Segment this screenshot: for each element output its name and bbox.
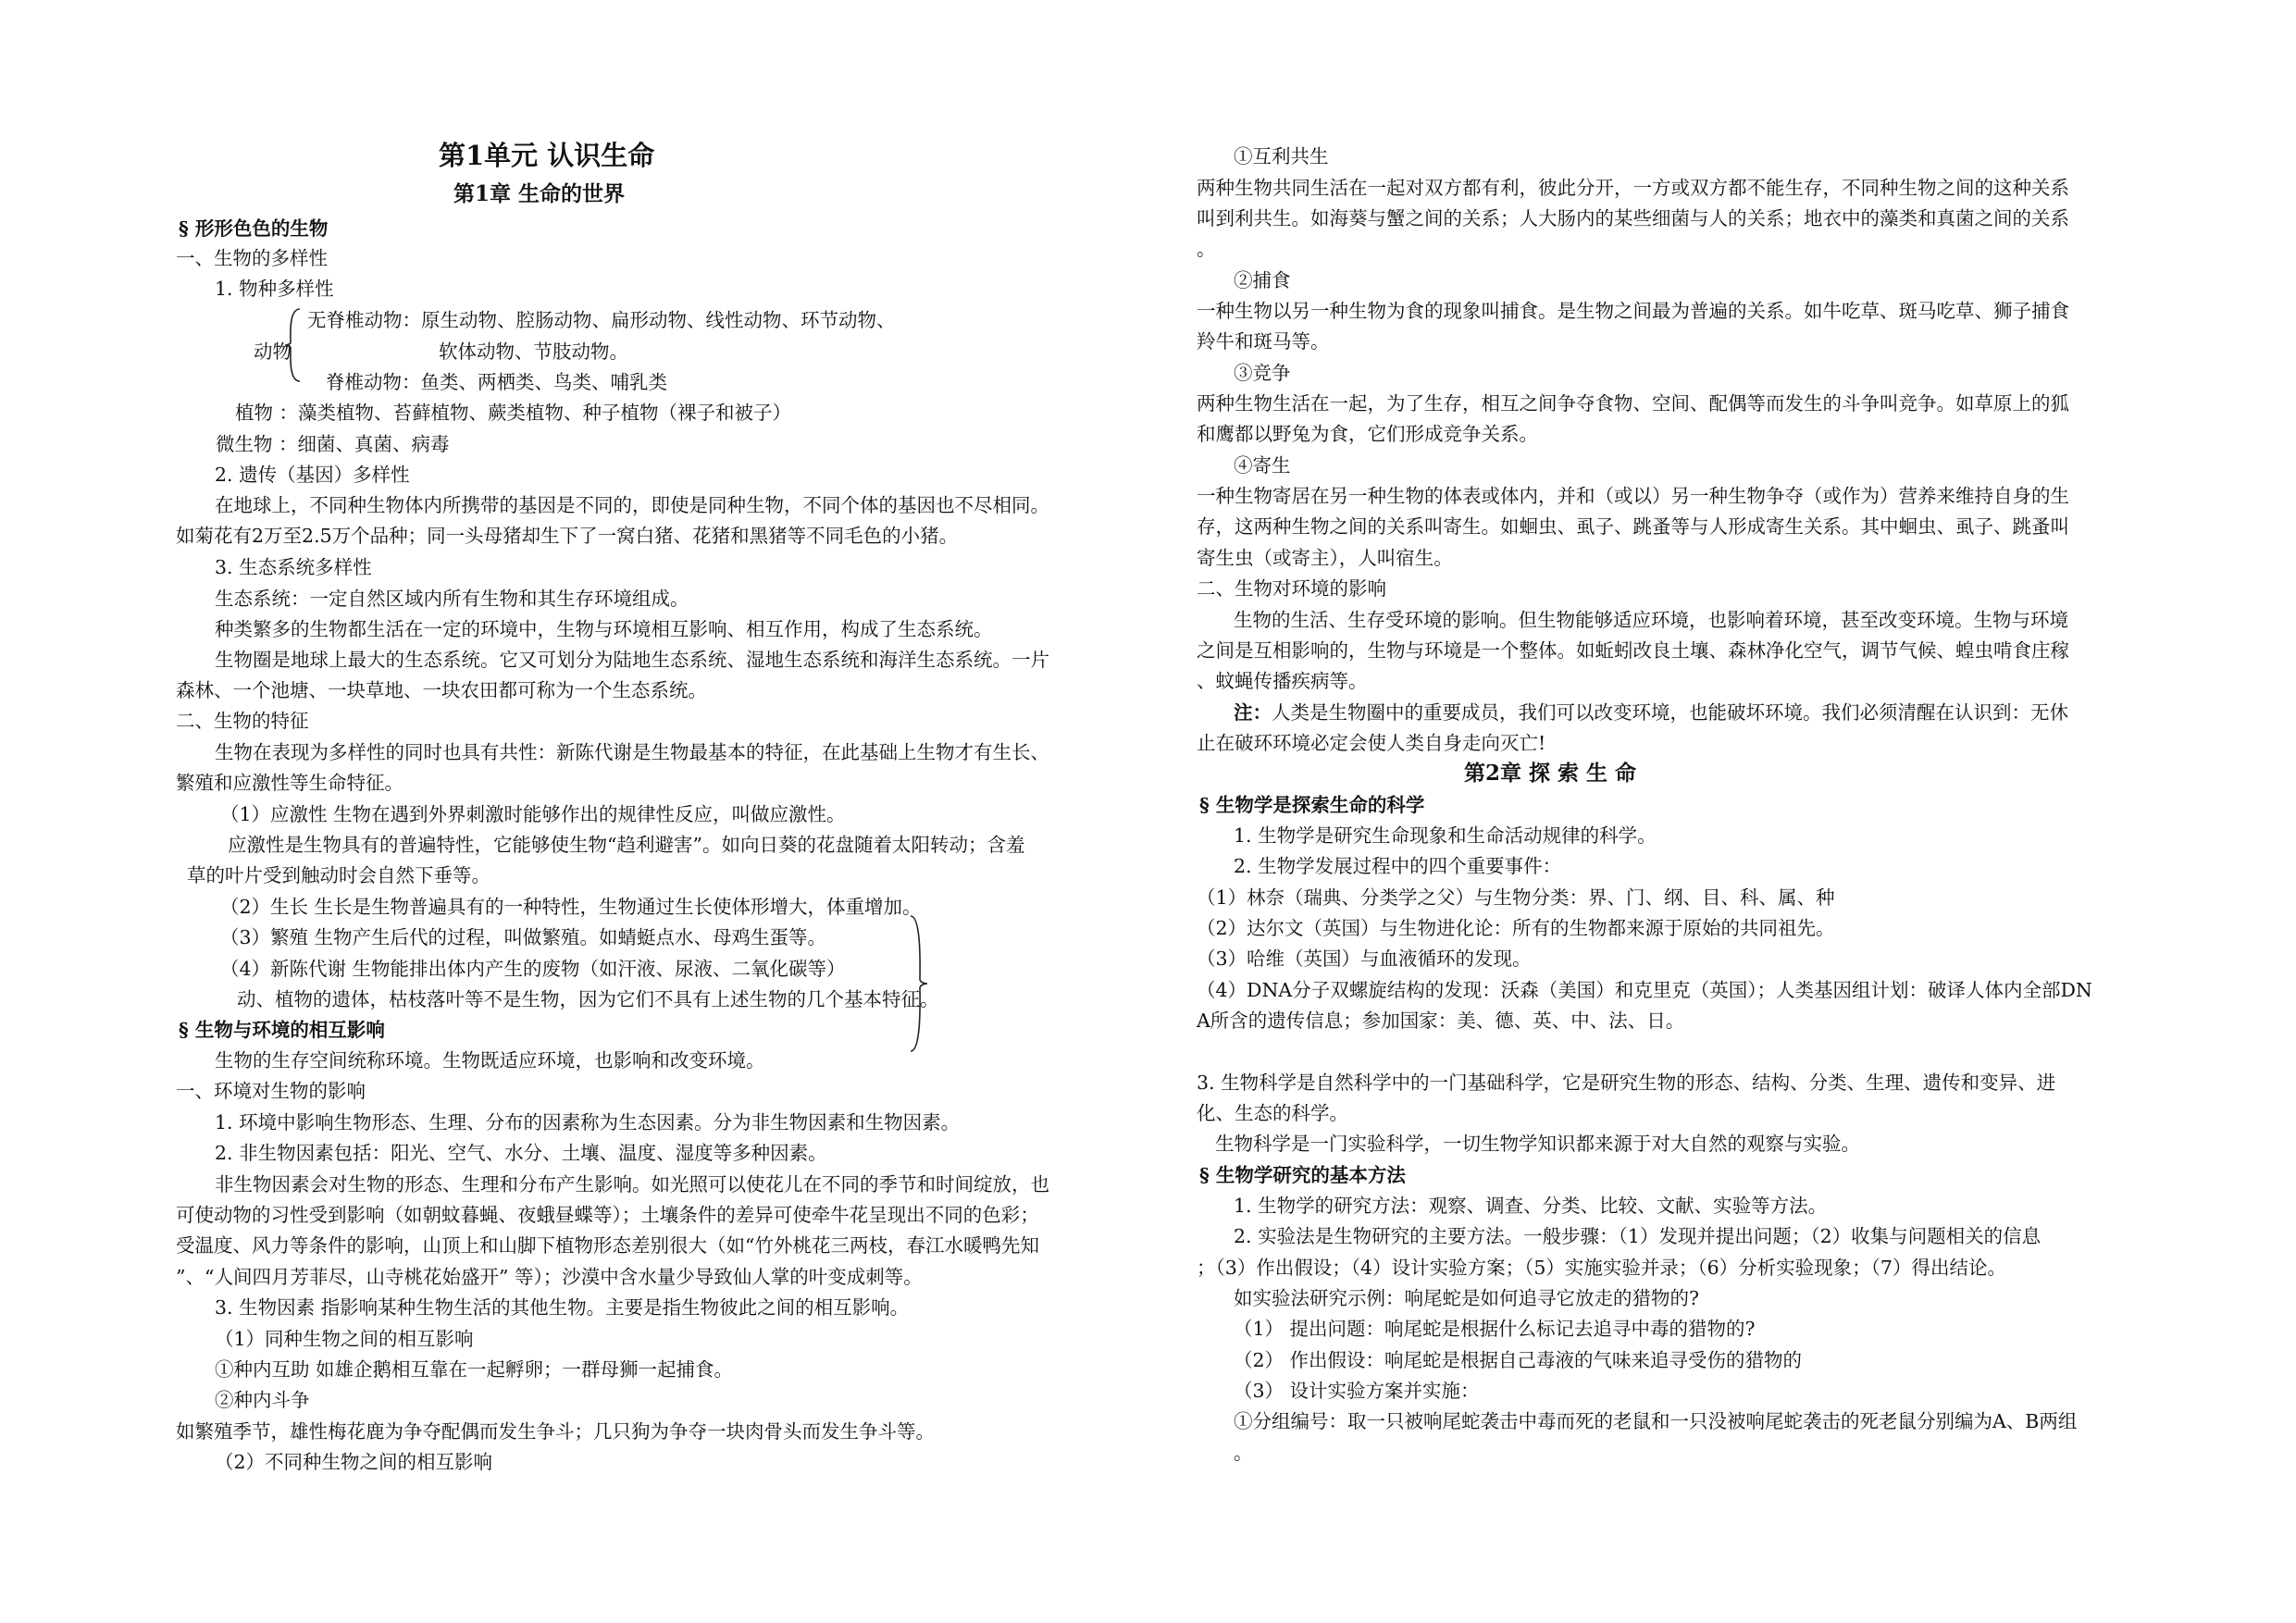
subheading-genetic-diversity: 2. 遗传（基因）多样性: [215, 464, 410, 486]
unit-title: 第1单元 认识生命: [439, 140, 655, 171]
paragraph-line: （1）应激性 生物在遇到外界刺激时能够作出的规律性反应，叫做应激性。: [220, 803, 846, 825]
paragraph-line: （1）林奈（瑞典、分类学之父）与生物分类：界、门、纲、目、科、属、种: [1197, 886, 1835, 909]
paragraph-line: ②种内斗争: [215, 1389, 310, 1411]
paragraph-line: 一种生物以另一种生物为食的现象叫捕食。是生物之间最为普遍的关系。如牛吃草、斑马吃草、狮子捕食: [1197, 300, 2069, 322]
paragraph-line: 两种生物共同生活在一起对双方都有利，彼此分开，一方或双方都不能生存，不同种生物之间的这种关系: [1197, 177, 2069, 199]
paragraph-line: （4）DNA分子双螺旋结构的发现：沃森（美国）和克里克（英国）；人类基因组计划：破译人体内全部DN: [1197, 979, 2092, 1001]
paragraph-line: 2. 实验法是生物研究的主要方法。一般步骤：（1）发现并提出问题；（2）收集与问题相关的信息: [1234, 1225, 2042, 1247]
paragraph-line: 繁殖和应激性等生命特征。: [176, 772, 403, 794]
heading-biodiversity: 一、生物的多样性: [176, 247, 328, 269]
paragraph-line: 如实验法研究示例：响尾蛇是如何追寻它放走的猎物的?: [1234, 1287, 1699, 1309]
paragraph-line: 两种生物生活在一起，为了生存，相互之间争夺食物、空间、配偶等而发生的斗争叫竞争。如草原上的狐: [1197, 392, 2069, 415]
paragraph-line: 生物的生存空间统称环境。生物既适应环境，也影响和改变环境。: [215, 1049, 765, 1072]
paragraph-line: 非生物因素会对生物的形态、生理和分布产生影响。如光照可以使花儿在不同的季节和时间绽放，也: [215, 1173, 1049, 1196]
paragraph-line: （1） 提出问题：响尾蛇是根据什么标记去追寻中毒的猎物的?: [1234, 1318, 1756, 1340]
chapter-title: 第1章 生命的世界: [453, 181, 626, 206]
paragraph-line: 生物科学是一门实验科学，一切生物学知识都来源于对大自然的观察与实验。: [1215, 1133, 1860, 1155]
paragraph-line: 如菊花有2万至2.5万个品种；同一头母猪却生下了一窝白猪、花猪和黑猪等不同毛色的小猪。: [176, 525, 959, 547]
paragraph-line: 2. 非生物因素包括：阳光、空气、水分、土壤、温度、湿度等多种因素。: [215, 1142, 827, 1164]
section-heading-diversity: § 形形色色的生物: [179, 217, 329, 240]
heading-features: 二、生物的特征: [176, 710, 309, 732]
paragraph-line: 羚牛和斑马等。: [1197, 330, 1330, 353]
paragraph-line: 1. 生物学的研究方法：观察、调查、分类、比较、文献、实验等方法。: [1234, 1195, 1828, 1217]
paragraph-line: ；（3）作出假设；（4）设计实验方案；（5）实施实验并录；（6）分析实验现象；（7）得出结论。: [1197, 1257, 2006, 1279]
paragraph-line: 草的叶片受到触动时会自然下垂等。: [187, 864, 490, 886]
paragraph-line: 叫到利共生。如海葵与蟹之间的关系；人大肠内的某些细菌与人的关系；地衣中的藻类和真菌之间的关系: [1197, 207, 2069, 229]
paragraph-line: 生态系统：一定自然区域内所有生物和其生存环境组成。: [215, 588, 689, 610]
note-line: [1234, 699, 2068, 726]
animal-label: 动物: [254, 341, 292, 363]
paragraph-line: 一种生物寄居在另一种生物的体表或体内，并和（或以）另一种生物争夺（或作为）营养来维持自身的生: [1197, 485, 2069, 507]
paragraph-line: 受温度、风力等条件的影响，山顶上和山脚下植物形态差别很大（如“竹外桃花三两枝，春江水暖鸭先知: [176, 1234, 1039, 1257]
paragraph-line: ④寄生: [1234, 454, 1291, 477]
paragraph-line: 3. 生物因素 指影响某种生物生活的其他生物。主要是指生物彼此之间的相互影响。: [215, 1296, 910, 1319]
paragraph-line: 应激性是生物具有的普遍特性，它能够使生物“趋利避害”。如向日葵的花盘随着太阳转动；含羞: [228, 834, 1025, 856]
section-heading-environment: § 生物与环境的相互影响: [179, 1019, 385, 1041]
paragraph-line: 。: [1234, 1442, 1253, 1464]
vertebrate-line: 脊椎动物：鱼类、两栖类、鸟类、哺乳类: [326, 371, 667, 393]
paragraph-line: ①种内互助 如雄企鹅相互靠在一起孵卵；一群母狮一起捕食。: [215, 1358, 734, 1381]
paragraph-line: 1. 环境中影响生物形态、生理、分布的因素称为生态因素。分为非生物因素和生物因素。: [215, 1111, 961, 1134]
paragraph-line: 化、生态的科学。: [1197, 1102, 1348, 1124]
paragraph-line: 在地球上，不同种生物体内所携带的基因是不同的，即使是同种生物，不同个体的基因也不尽相同。: [215, 494, 1049, 516]
paragraph-line: （3）繁殖 生物产生后代的过程，叫做繁殖。如蜻蜓点水、母鸡生蛋等。: [220, 926, 827, 948]
paragraph-line: 动、植物的遗体，枯枝落叶等不是生物，因为它们不具有上述生物的几个基本特征。: [237, 988, 939, 1010]
paragraph-line: （2）生长 生长是生物普遍具有的一种特性，生物通过生长使体形增大，体重增加。: [220, 896, 922, 918]
paragraph-line: 如繁殖季节，雄性梅花鹿为争夺配偶而发生争斗；几只狗为争夺一块肉骨头而发生争斗等。: [176, 1420, 935, 1443]
paragraph-line: （2） 作出假设：响尾蛇是根据自己毒液的气味来追寻受伤的猎物的: [1234, 1349, 1803, 1371]
paragraph-line: ③竞争: [1234, 362, 1291, 384]
paragraph-line: ”、“人间四月芳菲尽，山寺桃花始盛开” 等）；沙漠中含水量少导致仙人掌的叶变成刺等。: [176, 1266, 923, 1288]
paragraph-line: 生物在表现为多样性的同时也具有共性：新陈代谢是生物最基本的特征，在此基础上生物才有生长、: [215, 741, 1049, 763]
paragraph-line: 。: [1197, 238, 1216, 260]
paragraph-line: （3） 设计实验方案并实施：: [1234, 1380, 1480, 1402]
heading-bio-on-env: 二、生物对环境的影响: [1197, 577, 1386, 600]
note-label: 注：: [1234, 701, 1272, 724]
invertebrate-line: 无脊椎动物：原生动物、腔肠动物、扁形动物、线性动物、环节动物、: [307, 309, 896, 331]
paragraph-line: 可使动物的习性受到影响（如朝蚊暮蝇、夜蛾昼蝶等）；土壤条件的差异可使牵牛花呈现出不同的色彩；: [176, 1204, 1039, 1226]
subheading-species-diversity: 1. 物种多样性: [215, 278, 334, 300]
section-heading-method: § 生物学研究的基本方法: [1199, 1164, 1406, 1186]
paragraph-line: ②捕食: [1234, 269, 1291, 291]
paragraph-line: 生物圈是地球上最大的生态系统。它又可划分为陆地生态系统、湿地生态系统和海洋生态系统。一片: [215, 649, 1049, 671]
paragraph-line: （4）新陈代谢 生物能排出体内产生的废物（如汗液、尿液、二氧化碳等）: [220, 958, 846, 980]
invertebrate-line-2: 软体动物、节肢动物。: [439, 341, 628, 363]
paragraph-line: 森林、一个池塘、一块草地、一块农田都可称为一个生态系统。: [176, 679, 707, 701]
paragraph-line: （1）同种生物之间的相互影响: [215, 1328, 474, 1350]
paragraph-line: 种类繁多的生物都生活在一定的环境中，生物与环境相互影响、相互作用，构成了生态系统。: [215, 618, 993, 640]
paragraph-line: 、蚊蝇传播疾病等。: [1197, 670, 1368, 692]
note-text: 人类是生物圈中的重要成员，我们可以改变环境，也能破坏环境。我们必须清醒在认识到：无休: [1272, 701, 2068, 724]
paragraph-line: 3. 生物科学是自然科学中的一门基础科学，它是研究生物的形态、结构、分类、生理、遗传和变异、进: [1197, 1072, 2056, 1094]
paragraph-line: 寄生虫（或寄主），人叫宿生。: [1197, 547, 1453, 569]
plant-line: 植物 ：藻类植物、苔藓植物、蕨类植物、种子植物（裸子和被子）: [235, 402, 792, 424]
paragraph-line: 止在破环环境必定会使人类自身走向灭亡!: [1197, 732, 1546, 754]
microbe-line: 微生物 ：细菌、真菌、病毒: [216, 433, 450, 455]
chapter-2-title: 第2章 探 索 生 命: [1464, 761, 1637, 786]
paragraph-line: 1. 生物学是研究生命现象和生命活动规律的科学。: [1234, 824, 1657, 847]
paragraph-line: 2. 生物学发展过程中的四个重要事件：: [1234, 855, 1562, 877]
paragraph-line: 和鹰都以野兔为食，它们形成竞争关系。: [1197, 423, 1538, 445]
subheading-ecosystem-diversity: 3. 生态系统多样性: [215, 556, 372, 578]
paragraph-line: ①互利共生: [1234, 145, 1329, 167]
heading-env-influence: 一、环境对生物的影响: [176, 1080, 366, 1102]
paragraph-line: 之间是互相影响的，生物与环境是一个整体。如蚯蚓改良土壤、森林净化空气，调节气候、蝗虫啃食庄稼: [1197, 639, 2069, 662]
paragraph-line: ①分组编号：取一只被响尾蛇袭击中毒而死的老鼠和一只没被响尾蛇袭击的死老鼠分别编为A、B两组: [1234, 1410, 2078, 1432]
paragraph-line: （3）哈维（英国）与血液循环的发现。: [1197, 948, 1532, 970]
paragraph-line: （2）达尔文（英国）与生物进化论：所有的生物都来源于原始的共同祖先。: [1197, 917, 1835, 939]
paragraph-line: （2）不同种生物之间的相互影响: [215, 1451, 493, 1473]
paragraph-line: 生物的生活、生存受环境的影响。但生物能够适应环境，也影响着环境，甚至改变环境。生物与环境: [1234, 609, 2068, 631]
paragraph-line: A所含的遗传信息；参加国家：美、德、英、中、法、日。: [1197, 1010, 1685, 1032]
section-heading-science: § 生物学是探索生命的科学: [1199, 794, 1425, 816]
right-brace-icon: [907, 914, 931, 1053]
paragraph-line: 存，这两种生物之间的关系叫寄生。如蛔虫、虱子、跳蚤等与人形成寄生关系。其中蛔虫、虱子、跳蚤叫: [1197, 515, 2069, 538]
